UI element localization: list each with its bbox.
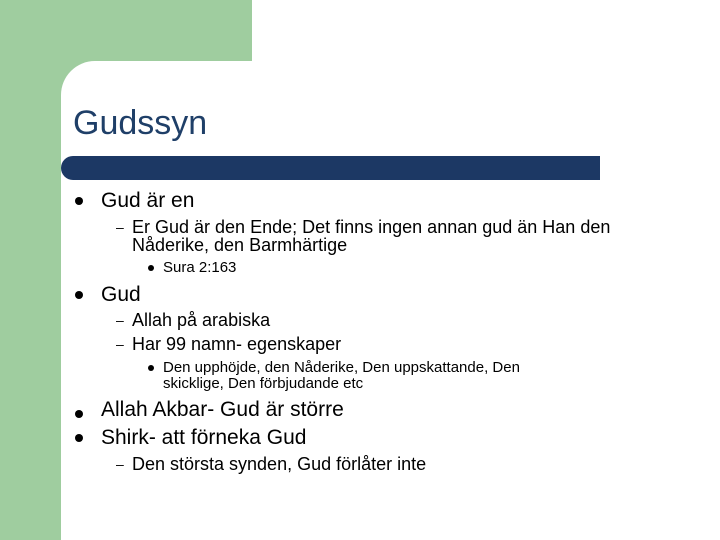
sub-bullet-text-99-namn: Har 99 namn- egenskaper xyxy=(132,334,342,354)
slide-title: Gudssyn xyxy=(73,104,208,142)
bullet-dot-icon xyxy=(75,410,83,418)
bullet-text-allah-akbar: Allah Akbar- Gud är större xyxy=(101,398,344,421)
bullet-dot-icon xyxy=(148,365,154,371)
sub-sub-bullet-text-line2: skicklige, Den förbjudande etc xyxy=(163,375,364,392)
title-underline-bar xyxy=(61,156,600,180)
dash-bullet-icon: – xyxy=(116,336,124,352)
sub-sub-bullet-text-sura: Sura 2:163 xyxy=(163,259,237,276)
bullet-text-gud-ar-en: Gud är en xyxy=(101,189,195,212)
bullet-text-gud: Gud xyxy=(101,283,141,306)
dash-bullet-icon: – xyxy=(116,219,124,235)
dash-bullet-icon: – xyxy=(116,456,124,472)
bullet-dot-icon xyxy=(148,265,154,271)
bullet-dot-icon xyxy=(75,434,83,442)
sub-bullet-text-storsta-synden: Den största synden, Gud förlåter inte xyxy=(132,454,427,474)
sub-bullet-text-line1: Er Gud är den Ende; Det finns ingen annan gud än Han den xyxy=(132,217,611,237)
sub-bullet-text-allah: Allah på arabiska xyxy=(132,310,271,330)
dash-bullet-icon: – xyxy=(116,312,124,328)
bullet-dot-icon xyxy=(75,291,83,299)
sub-bullet-text-line2: Nåderike, den Barmhärtige xyxy=(132,235,348,255)
bullet-dot-icon xyxy=(75,197,83,205)
sub-sub-bullet-text-line1: Den upphöjde, den Nåderike, Den uppskattande, Den xyxy=(163,359,520,376)
bullet-text-shirk: Shirk- att förneka Gud xyxy=(101,426,307,449)
